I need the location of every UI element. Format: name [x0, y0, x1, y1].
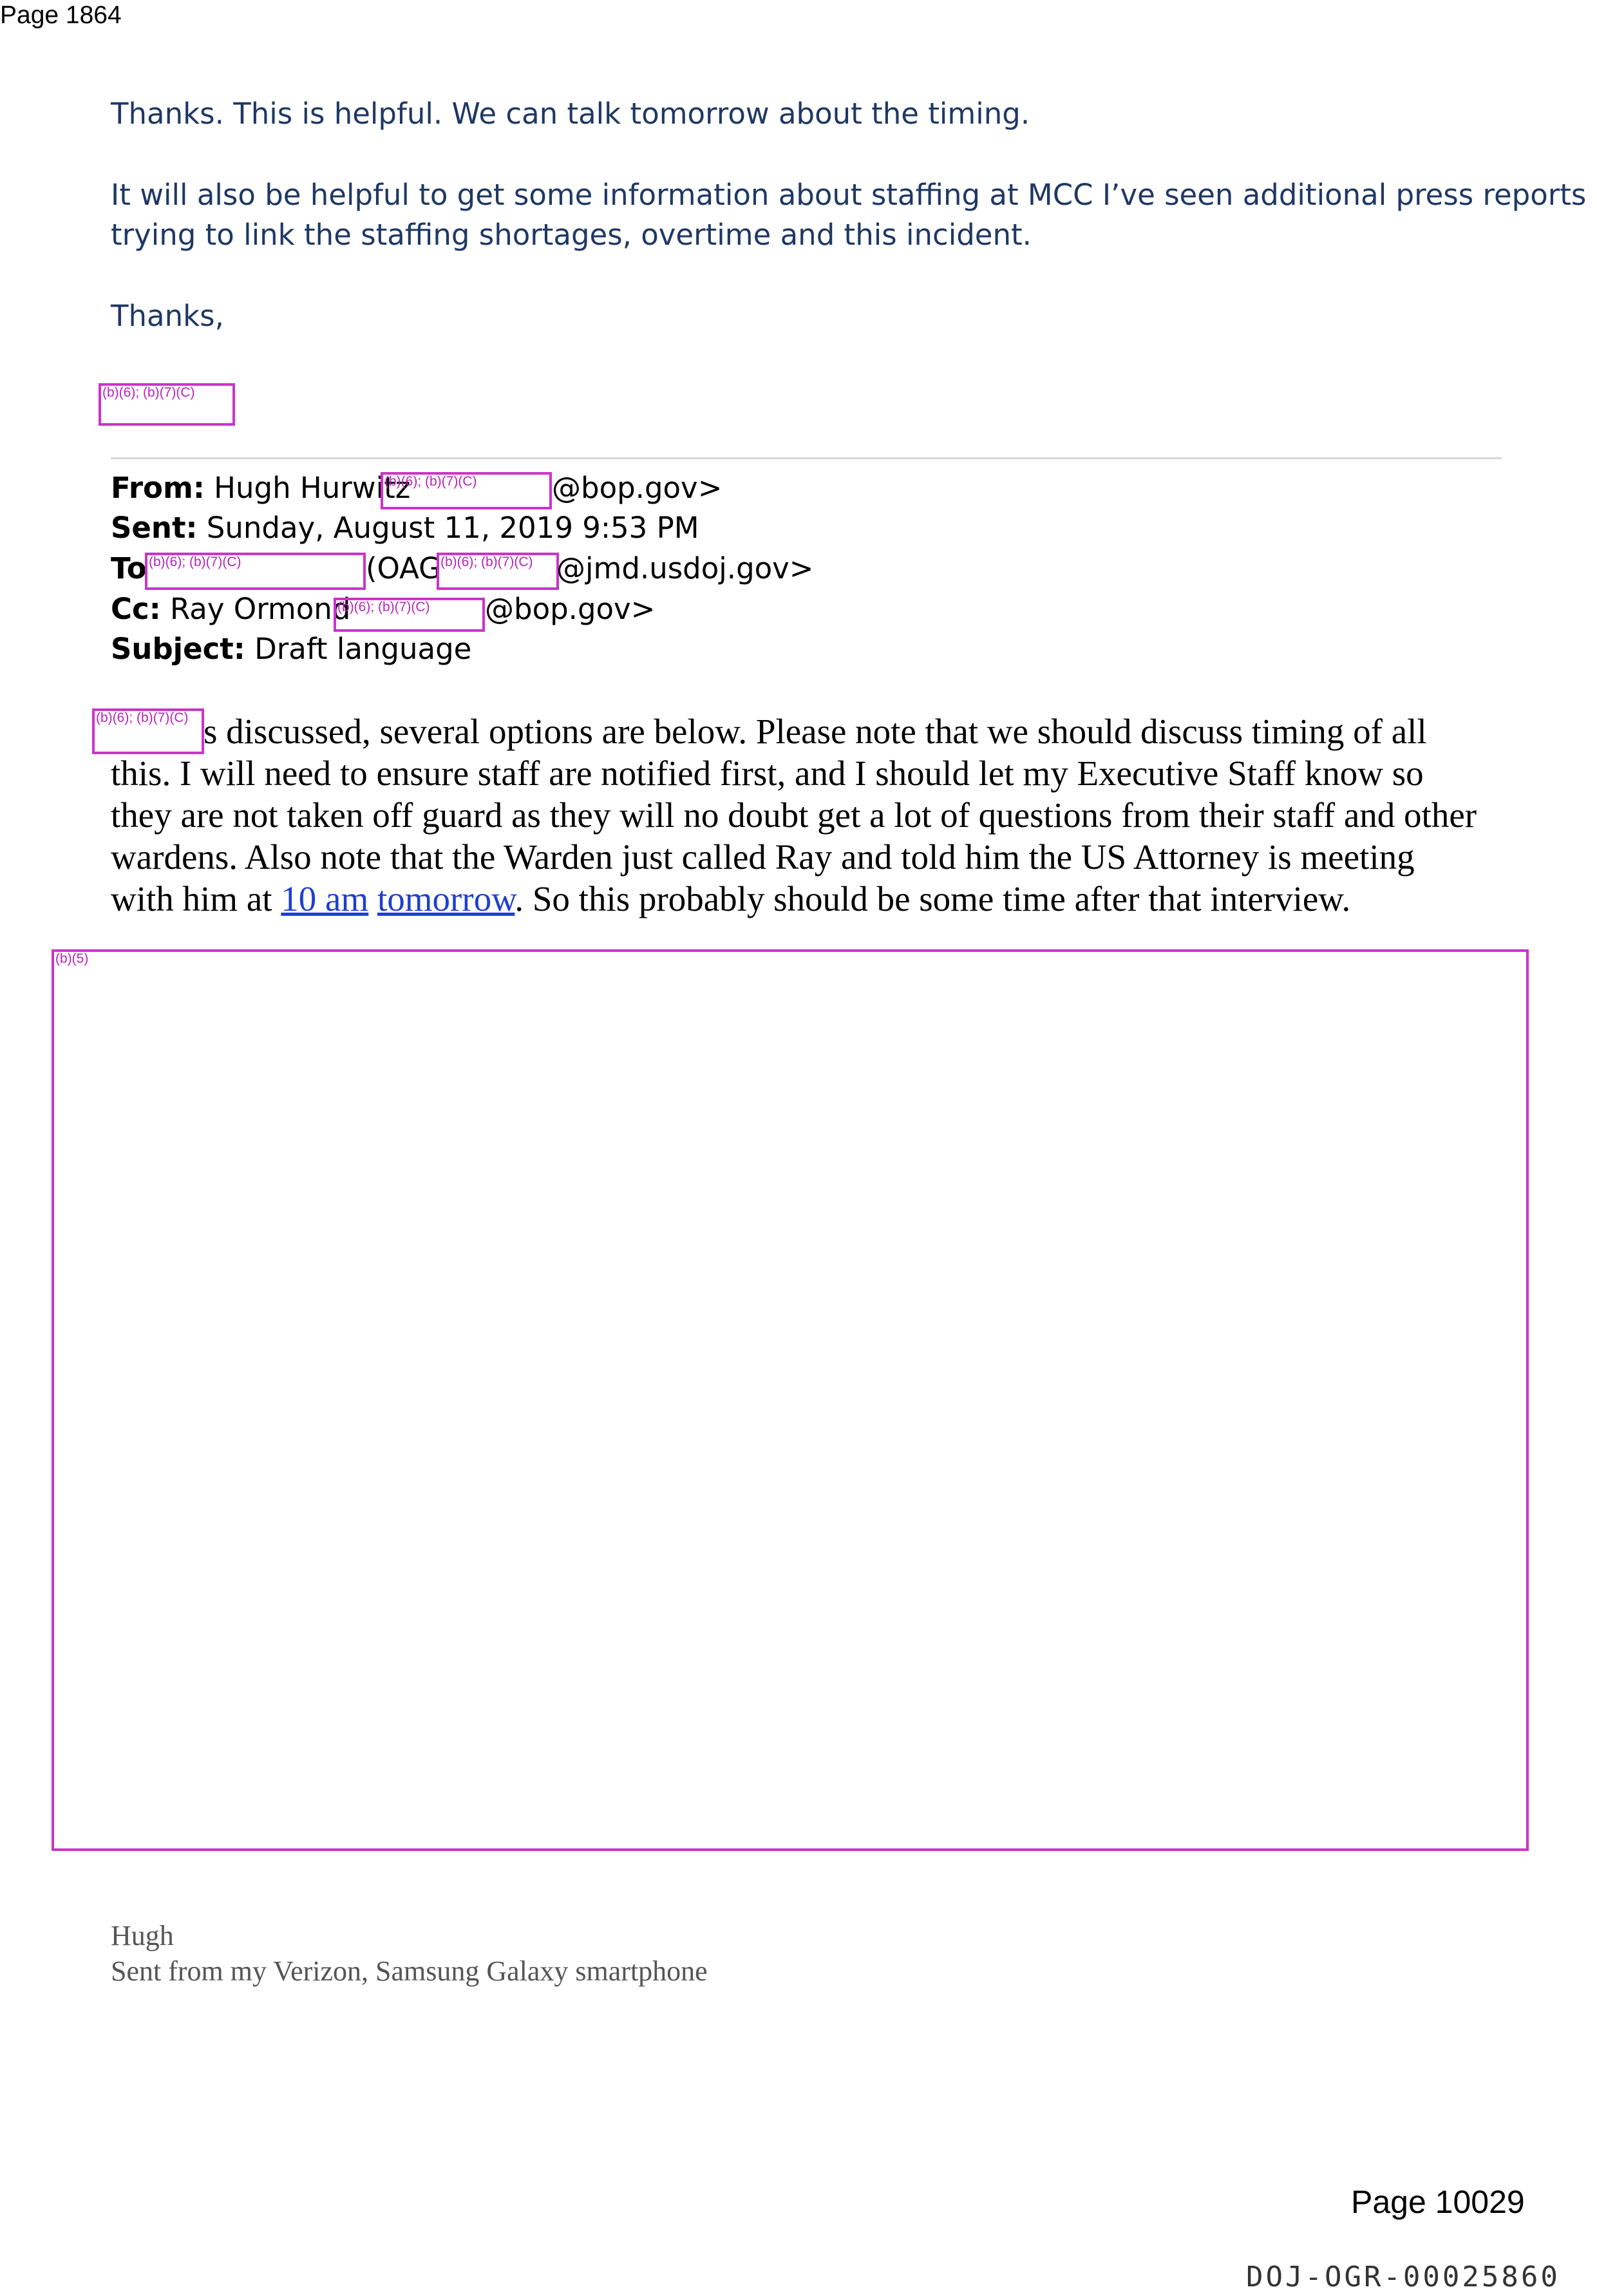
redaction-code: (b)(6); (b)(7)(C) — [440, 555, 533, 569]
cc-name: Ray Ormond — [160, 592, 351, 626]
redaction-box-draft-language — [52, 949, 1529, 1851]
sent-label: Sent: — [111, 511, 198, 545]
from-label: From: — [111, 471, 205, 505]
signature-name: Hugh — [111, 1920, 174, 1951]
cc-domain: @bop.gov> — [485, 592, 656, 626]
subject-line — [111, 629, 471, 669]
cc-label: Cc: — [111, 592, 161, 626]
message-line-4: wardens. Also note that the Warden just called Ray and told him the US Attorney is meeting — [111, 837, 1415, 877]
redaction-code: (b)(6); (b)(7)(C) — [96, 710, 189, 725]
email-divider — [111, 457, 1502, 459]
message-line-1: s discussed, several options are below. Please note that we should discuss timing of all — [203, 712, 1427, 751]
redaction-code: (b)(6); (b)(7)(C) — [102, 385, 195, 400]
cc-line — [111, 589, 350, 629]
redaction-code: (b)(6); (b)(7)(C) — [384, 474, 477, 489]
reply-closing: Thanks, — [111, 299, 224, 333]
redaction-code: (b)(5) — [55, 951, 89, 966]
message-line-3: they are not taken off guard as they will no doubt get a lot of questions from their staff and other — [111, 795, 1477, 835]
redaction-box-to-name — [145, 553, 366, 590]
from-line — [111, 468, 410, 508]
from-domain: @bop.gov> — [552, 471, 723, 505]
redaction-box-cc-email — [334, 598, 485, 632]
time-link[interactable]: 10 am — [281, 879, 369, 918]
page-number-top: Page 1864 — [0, 1, 122, 29]
reply-line-1: Thanks. This is helpful. We can talk tomorrow about the timing. — [111, 97, 1030, 131]
message-line-2: this. I will need to ensure staff are notified first, and I should let my Executive Staff know so — [111, 754, 1424, 793]
redaction-box-greeting — [92, 708, 204, 754]
from-name: Hugh Hurwitz — [204, 471, 411, 505]
reply-line-2a: It will also be helpful to get some information about staffing at MCC I’ve seen additional press reports — [111, 178, 1587, 212]
bates-number: DOJ-OGR-00025860 — [1246, 2261, 1560, 2293]
reply-line-2b: trying to link the staffing shortages, overtime and this incident. — [111, 218, 1032, 252]
message-line-5-pre: with him at — [111, 879, 281, 918]
redaction-box-to-email — [437, 553, 559, 590]
page-number-bottom: Page 10029 — [1351, 2184, 1525, 2220]
redaction-box-from-email — [381, 472, 552, 509]
message-line-5-post: . So this probably should be some time after that interview. — [515, 879, 1351, 918]
redaction-code: (b)(6); (b)(7)(C) — [149, 555, 241, 569]
subject-label: Subject: — [111, 632, 245, 666]
subject-value: Draft language — [245, 632, 472, 666]
signature-device: Sent from my Verizon, Samsung Galaxy smartphone — [111, 1955, 708, 1987]
to-label: To — [111, 551, 147, 585]
redaction-code: (b)(6); (b)(7)(C) — [337, 600, 430, 614]
date-link[interactable]: tomorrow — [377, 879, 515, 918]
to-label-wrap — [111, 549, 147, 589]
sent-line — [111, 508, 699, 548]
sent-value: Sunday, August 11, 2019 9:53 PM — [197, 511, 699, 545]
to-domain: @jmd.usdoj.gov> — [556, 551, 814, 585]
message-line-5 — [111, 878, 1350, 920]
to-agency: (OAG — [366, 551, 442, 585]
redaction-box-signature — [99, 383, 235, 426]
